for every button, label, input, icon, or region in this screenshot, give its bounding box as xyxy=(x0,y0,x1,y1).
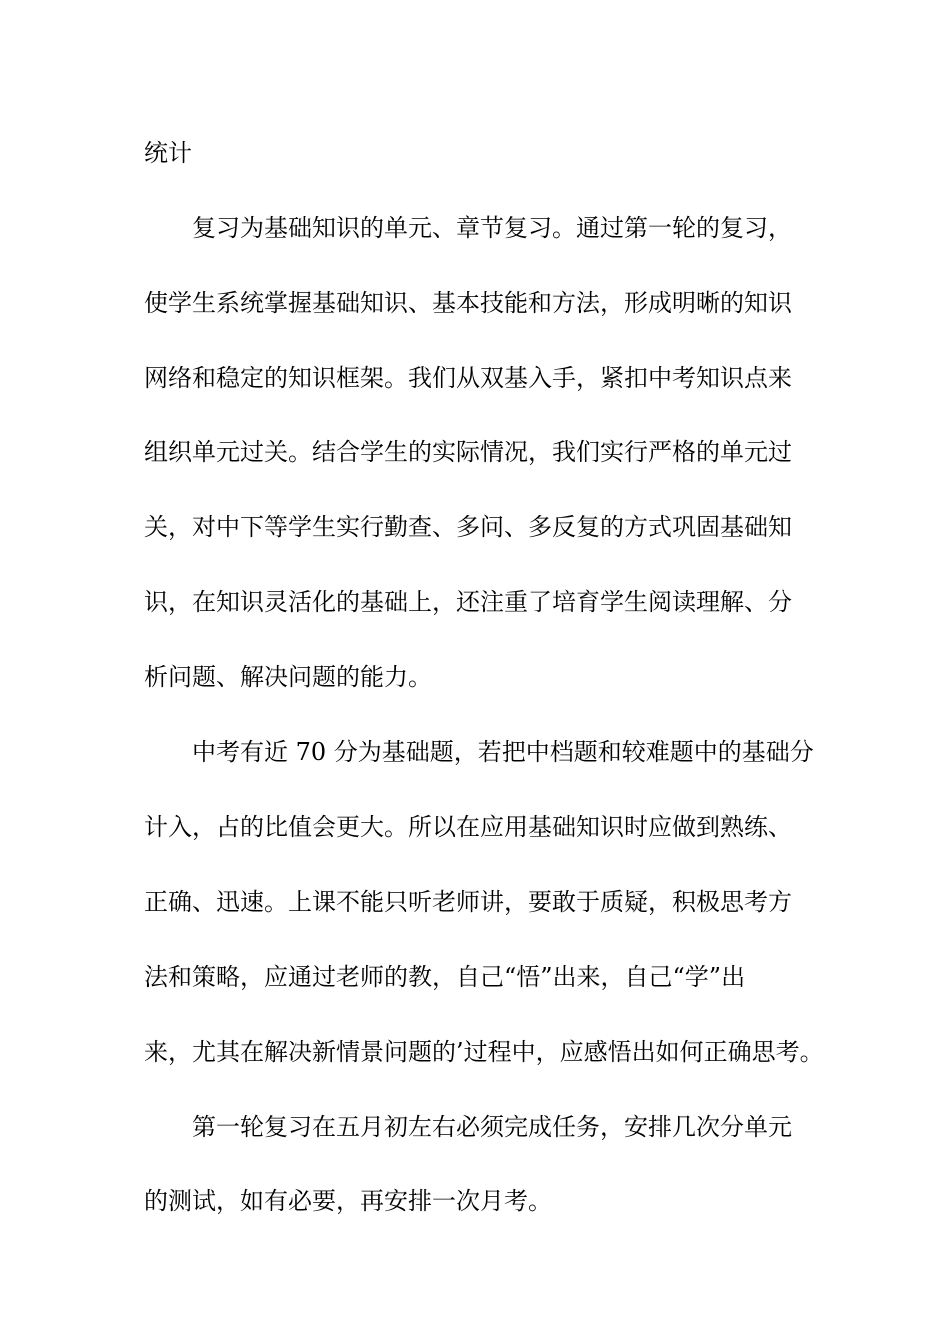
text-line: 使学生系统掌握基础知识、基本技能和方法，形成明晰的知识 xyxy=(144,289,792,317)
text-line: 来，尤其在解决新情景问题的’过程中，应感悟出如何正确思考。 xyxy=(144,1038,824,1066)
paragraph-start-line: 复习为基础知识的单元、章节复习。通过第一轮的复习， xyxy=(192,214,792,242)
text-line: 统计 xyxy=(144,139,192,167)
text-line: 识，在知识灵活化的基础上，还注重了培育学生阅读理解、分 xyxy=(144,588,792,616)
text-line: 正确、迅速。上课不能只听老师讲，要敢于质疑，积极思考方 xyxy=(144,888,792,916)
text-line: 组织单元过关。结合学生的实际情况，我们实行严格的单元过 xyxy=(144,438,792,466)
paragraph-start-line: 第一轮复习在五月初左右必须完成任务，安排几次分单元 xyxy=(192,1113,792,1141)
paragraph-start-line: 中考有近 70 分为基础题，若把中档题和较难题中的基础分 xyxy=(192,738,814,766)
text-line: 法和策略，应通过老师的教，自己“悟”出来，自己“学”出 xyxy=(144,963,746,991)
text-line: 析问题、解决问题的能力。 xyxy=(144,663,432,691)
text-line: 网络和稳定的知识框架。我们从双基入手，紧扣中考知识点来 xyxy=(144,364,792,392)
text-line: 关，对中下等学生实行勤查、多问、多反复的方式巩固基础知 xyxy=(144,513,792,541)
text-line: 计入，占的比值会更大。所以在应用基础知识时应做到熟练、 xyxy=(144,813,792,841)
text-line: 的测试，如有必要，再安排一次月考。 xyxy=(144,1187,552,1215)
